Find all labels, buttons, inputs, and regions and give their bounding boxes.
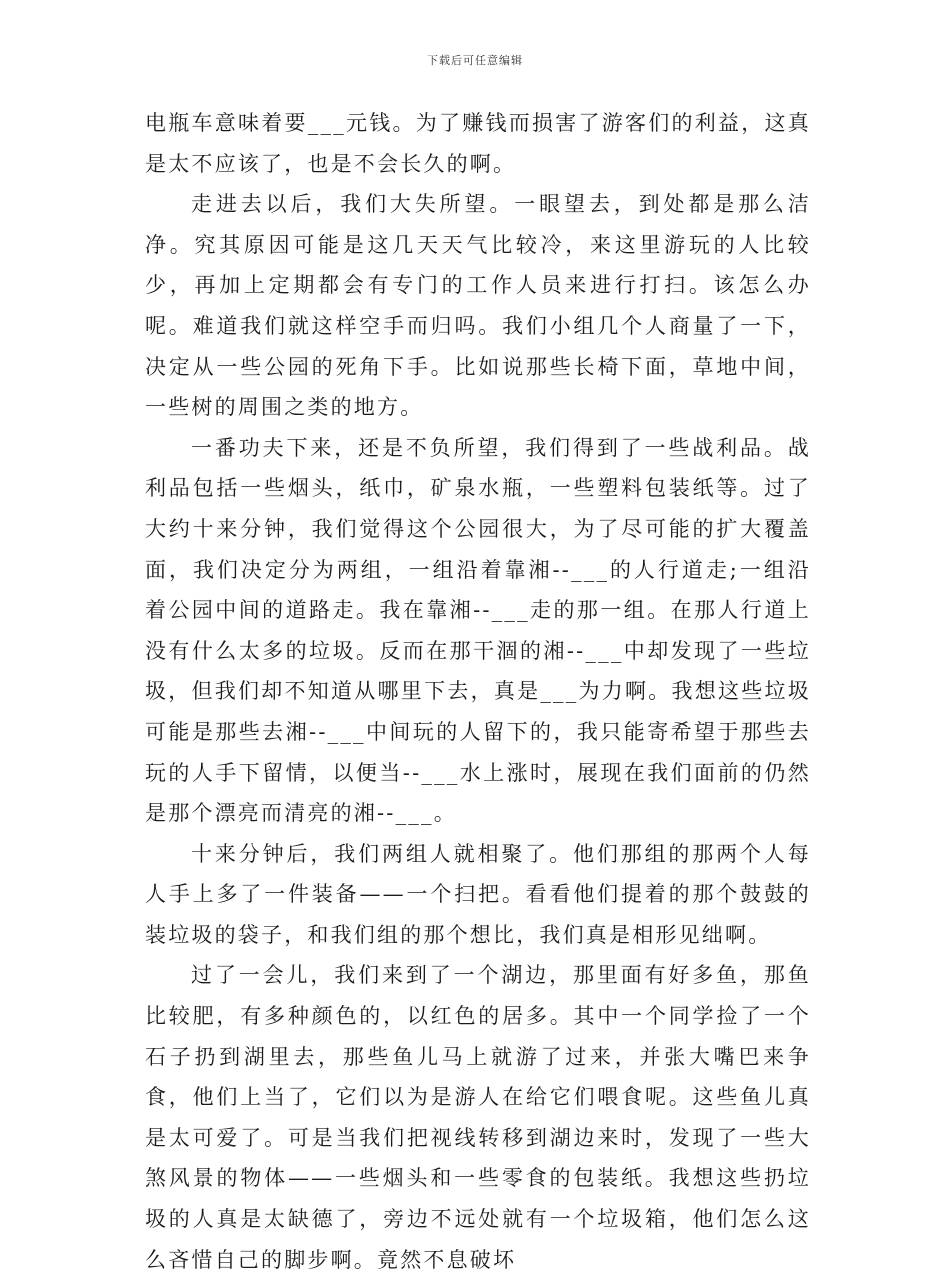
document-body	[145, 103, 811, 1280]
paragraph: 十来分钟后，我们两组人就相聚了。他们那组的那两个人每人手上多了一件装备——一个扫把。看看他们提着的那个鼓鼓的装垃圾的袋子，和我们组的那个想比，我们真是相形见绌啊。	[145, 841, 811, 947]
paragraph: 一番功夫下来，还是不负所望，我们得到了一些战利品。战利品包括一些烟头，纸巾，矿泉水瓶，一些塑料包装纸等。过了大约十来分钟，我们觉得这个公园很大，为了尽可能的扩大覆盖面，我们决定分为两组，一组沿着靠湘--___的人行道走;一组沿着公园中间的道路走。我在靠湘--___走的那一组。在那人行道上没有什么太多的垃圾。反而在那干涸的湘--___中却发现了一些垃圾，但我们却不知道从哪里下去，真是___为力啊。我想这些垃圾可能是那些去湘--___中间玩的人留下的，我只能寄希望于那些去玩的人手下留情，以便当--___水上涨时，展现在我们面前的仍然是那个漂亮而清亮的湘--___。	[145, 435, 811, 826]
paragraph: 过了一会儿，我们来到了一个湖边，那里面有好多鱼，那鱼比较肥，有多种颜色的，以红色的居多。其中一个同学捡了一个石子扔到湖里去，那些鱼儿马上就游了过来，并张大嘴巴来争食，他们上当了，它们以为是游人在给它们喂食呢。这些鱼儿真是太可爱了。可是当我们把视线转移到湖边来时，发现了一些大煞风景的物体——一些烟头和一些零食的包装纸。我想这些扔垃圾的人真是太缺德了，旁边不远处就有一个垃圾箱，他们怎么这么吝惜自己的脚步啊。竟然不息破坏	[145, 963, 811, 1272]
paragraph: 走进去以后，我们大失所望。一眼望去，到处都是那么洁净。究其原因可能是这几天天气比较冷，来这里游玩的人比较少，再加上定期都会有专门的工作人员来进行打扫。该怎么办呢。难道我们就这样空手而归吗。我们小组几个人商量了一下，决定从一些公园的死角下手。比如说那些长椅下面，草地中间，一些树的周围之类的地方。	[145, 192, 811, 420]
page-header-caption: 下载后可任意编辑	[427, 54, 523, 67]
paragraph: 电瓶车意味着要___元钱。为了赚钱而损害了游客们的利益，这真是太不应该了，也是不会长久的啊。	[145, 111, 811, 176]
